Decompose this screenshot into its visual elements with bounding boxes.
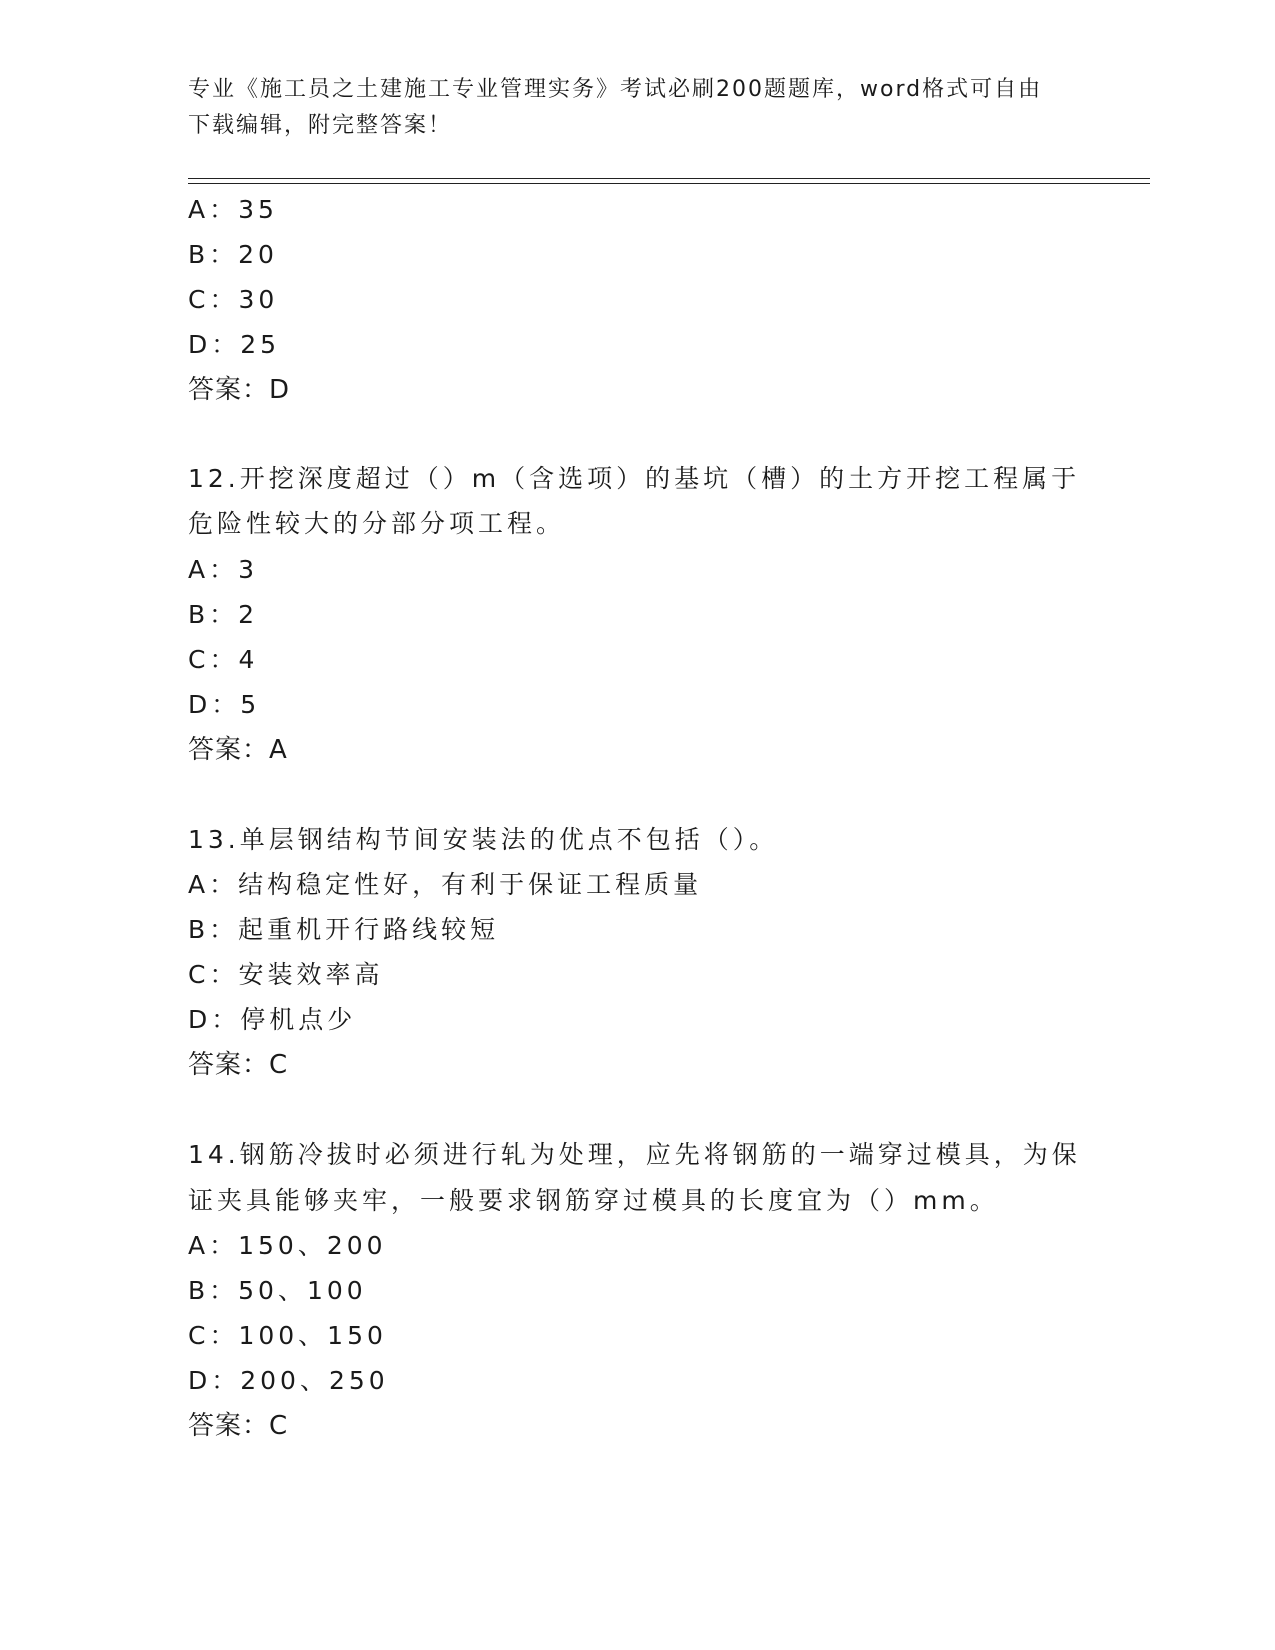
answer: 答案：C bbox=[188, 1411, 289, 1441]
question-stem-line-1: 13.单层钢结构节间安装法的优点不包括（）。 bbox=[188, 825, 779, 854]
question-stem-line-2: 危险性较大的分部分项工程。 bbox=[188, 509, 566, 538]
option-a: A：150、200 bbox=[188, 1231, 387, 1260]
option-b: B：20 bbox=[188, 240, 278, 269]
header-divider-bottom bbox=[188, 183, 1150, 184]
answer: 答案：C bbox=[188, 1050, 289, 1080]
question-stem-line-2: 证夹具能够夹牢，一般要求钢筋穿过模具的长度宜为（）mm。 bbox=[188, 1186, 999, 1215]
option-a: A：结构稳定性好，有利于保证工程质量 bbox=[188, 870, 703, 899]
option-d: D：5 bbox=[188, 690, 261, 719]
option-b: B：2 bbox=[188, 600, 259, 629]
answer: 答案：A bbox=[188, 735, 288, 765]
option-c: C：安装效率高 bbox=[188, 960, 384, 989]
header-divider-top bbox=[188, 178, 1150, 179]
option-d: D：停机点少 bbox=[188, 1005, 357, 1034]
option-c: C：30 bbox=[188, 285, 279, 314]
option-c: C：100、150 bbox=[188, 1321, 387, 1350]
question-stem-line-1: 14.钢筋冷拔时必须进行轧为处理，应先将钢筋的一端穿过模具，为保 bbox=[188, 1140, 1081, 1169]
option-d: D：200、250 bbox=[188, 1366, 389, 1395]
option-b: B：起重机开行路线较短 bbox=[188, 915, 500, 944]
question-stem-line-1: 12.开挖深度超过（）m（含选项）的基坑（槽）的土方开挖工程属于 bbox=[188, 464, 1081, 493]
option-d: D：25 bbox=[188, 330, 281, 359]
header-line-1: 专业《施工员之土建施工专业管理实务》考试必刷200题题库，word格式可自由 bbox=[188, 77, 1043, 102]
option-c: C：4 bbox=[188, 645, 259, 674]
option-a: A：3 bbox=[188, 555, 259, 584]
option-a: A：35 bbox=[188, 195, 278, 224]
answer: 答案：D bbox=[188, 375, 291, 405]
option-b: B：50、100 bbox=[188, 1276, 367, 1305]
header-line-2: 下载编辑，附完整答案！ bbox=[188, 113, 453, 138]
document-header bbox=[188, 72, 1088, 144]
